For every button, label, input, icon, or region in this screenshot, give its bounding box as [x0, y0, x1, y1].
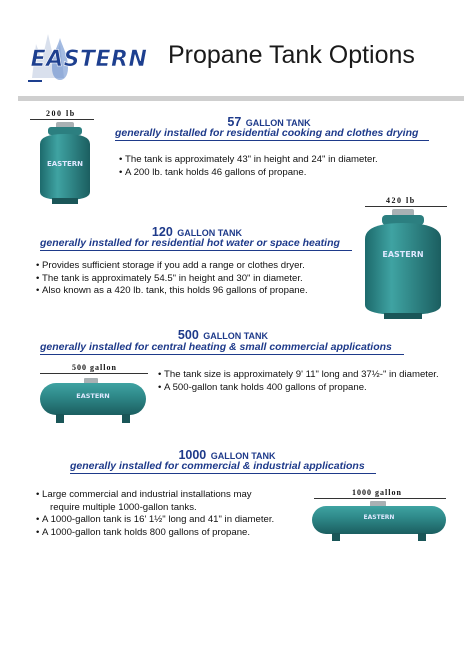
- list-item: require multiple 1000-gallon tanks.: [50, 501, 197, 513]
- list-item: • Also known as a 420 lb. tank, this holds 96 gallons of propane.: [36, 285, 308, 298]
- list-item: • Provides sufficient storage if you add a range or clothes dryer.: [36, 260, 308, 273]
- tank-1000-unit: GALLON TANK: [210, 451, 276, 461]
- tank-120-caption-rule: [365, 206, 447, 207]
- header-divider: [18, 96, 464, 101]
- tank-120-unit: GALLON TANK: [177, 228, 243, 238]
- list-item: • Large commercial and industrial installations may: [36, 489, 274, 502]
- tank-500-caption: 500 gallon: [72, 363, 117, 372]
- tank-1000-bullets: [36, 489, 274, 539]
- tank-120-number: 120: [151, 225, 173, 239]
- tank-57-caption-rule: [30, 119, 94, 120]
- tank-1000gal-image: [310, 501, 448, 541]
- list-item: • A 1000-gallon tank holds 800 gallons of propane.: [36, 527, 274, 540]
- tank-500-unit: GALLON TANK: [203, 331, 269, 341]
- tank-120-subtitle: generally installed for residential hot water or space heating: [40, 237, 340, 249]
- svg-text:EASTERN: EASTERN: [46, 160, 84, 168]
- eastern-logo: [22, 26, 156, 88]
- tank-57-subtitle: generally installed for residential cooking and clothes drying: [115, 127, 419, 139]
- tank-500-bullets: [158, 369, 439, 394]
- tank-1000-caption-rule: [314, 498, 446, 499]
- tank-500-subtitle-rule: [40, 354, 404, 355]
- tank-500-subtitle: generally installed for central heating & small commercial applications: [40, 341, 392, 353]
- svg-text:EASTERN: EASTERN: [76, 392, 110, 400]
- list-item: • The tank is approximately 43" in height and 24" in diameter.: [119, 154, 378, 167]
- list-item: • A 500-gallon tank holds 400 gallons of propane.: [158, 382, 439, 395]
- tank-1000-number: 1000: [178, 448, 207, 462]
- list-item: • A 1000-gallon tank is 16' 1½" long and 41" in diameter.: [36, 514, 274, 527]
- svg-text:EASTERN: EASTERN: [382, 250, 424, 259]
- list-item: • A 200 lb. tank holds 46 gallons of propane.: [119, 167, 378, 180]
- tank-120-caption: 420 lb: [386, 196, 416, 205]
- list-item: • The tank is approximately 54.5" in height and 30" in diameter.: [36, 273, 308, 286]
- tank-120-subtitle-rule: [40, 250, 352, 251]
- page-title: Propane Tank Options: [168, 41, 415, 69]
- tank-1000-subtitle: generally installed for commercial & industrial applications: [70, 460, 365, 472]
- tank-420lb-image: [360, 209, 446, 319]
- svg-text:EASTERN: EASTERN: [363, 514, 395, 521]
- tank-120-bullets: [36, 260, 308, 298]
- list-item: • The tank size is approximately 9' 11" long and 37½-" in diameter.: [158, 369, 439, 382]
- svg-text:EASTERN: EASTERN: [30, 47, 148, 72]
- tank-1000-caption: 1000 gallon: [352, 488, 402, 497]
- tank-500-caption-rule: [40, 373, 148, 374]
- tank-1000-subtitle-rule: [70, 473, 376, 474]
- tank-57-bullets: [119, 154, 378, 179]
- tank-200lb-image: [36, 122, 94, 204]
- tank-500-number: 500: [177, 328, 199, 342]
- tank-500gal-image: [38, 378, 148, 424]
- tank-57-caption: 200 lb: [46, 109, 76, 118]
- tank-57-number: 57: [227, 115, 242, 129]
- tank-57-subtitle-rule: [115, 140, 429, 141]
- tank-57-unit: GALLON TANK: [245, 118, 311, 128]
